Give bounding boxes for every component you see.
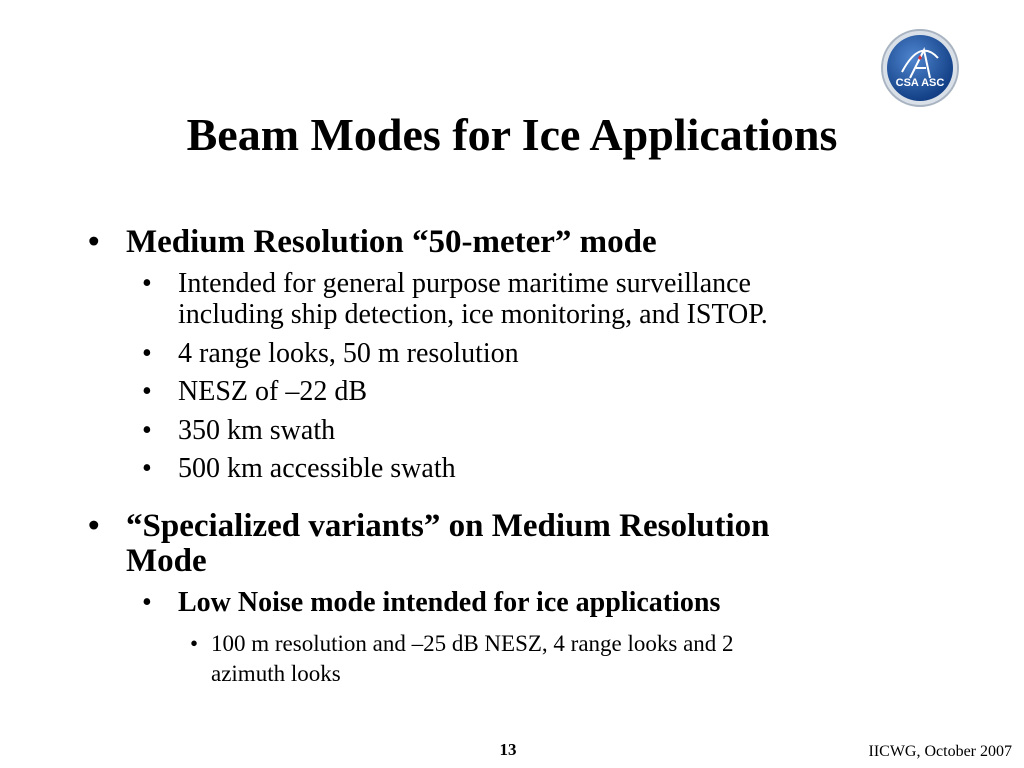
- bullet-icon: •: [88, 508, 100, 544]
- logo-text: CSA ASC: [895, 77, 945, 89]
- bullet-icon: •: [88, 224, 100, 260]
- section-2-heading-cont: Mode: [126, 543, 207, 579]
- section-1-item: 4 range looks, 50 m resolution: [178, 338, 519, 369]
- section-2-sub: Low Noise mode intended for ice applications: [178, 587, 721, 618]
- bullet-icon: •: [142, 453, 152, 484]
- section-1-item-cont: including ship detection, ice monitoring, and ISTOP.: [178, 299, 768, 330]
- page-number: 13: [499, 740, 517, 759]
- bullet-icon: •: [142, 415, 152, 446]
- section-1-item: NESZ of –22 dB: [178, 376, 367, 407]
- section-1-item: 500 km accessible swath: [178, 453, 456, 484]
- section-1-item: Intended for general purpose maritime surveillance: [178, 268, 751, 299]
- section-2-subsub-cont: azimuth looks: [211, 661, 341, 686]
- section-1-item: 350 km swath: [178, 415, 336, 446]
- section-2-heading: “Specialized variants” on Medium Resolution: [126, 508, 770, 544]
- section-2-subsub: 100 m resolution and –25 dB NESZ, 4 range looks and 2: [211, 631, 734, 656]
- bullet-icon: •: [142, 376, 152, 407]
- section-1-heading: Medium Resolution “50-meter” mode: [126, 224, 657, 260]
- bullet-icon: •: [190, 631, 199, 656]
- footer-event: IICWG, October 2007: [868, 743, 1012, 760]
- bullet-icon: •: [142, 587, 152, 618]
- bullet-icon: •: [142, 338, 152, 369]
- bullet-icon: •: [142, 268, 152, 299]
- slide-title: Beam Modes for Ice Applications: [186, 109, 838, 160]
